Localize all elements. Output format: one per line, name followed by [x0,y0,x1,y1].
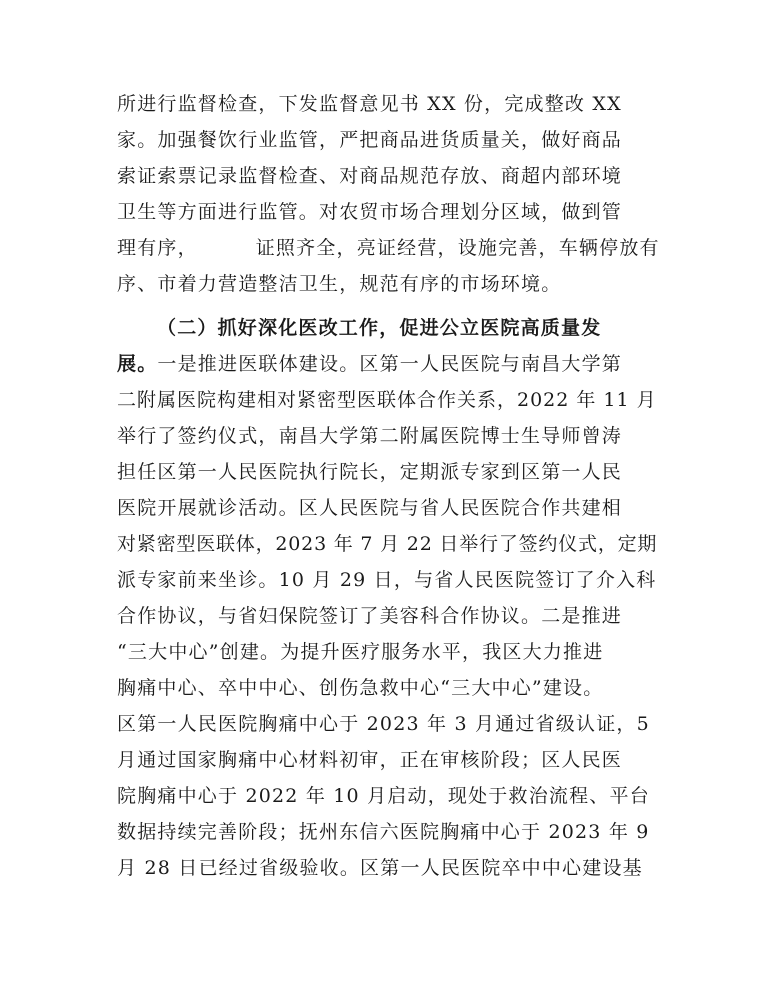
text-line: 院胸痛中心于 2022 年 10 月启动，现处于救治流程、平台 [117,785,650,807]
text-line: 所进行监督检查，下发监督意见书 XX 份，完成整改 XX [117,93,622,115]
text-line: “三大中心”创建。为提升医疗服务水平，我区大力推进 [117,641,604,663]
text-line: 理有序， 证照齐全，亮证经营，设施完善，车辆停放有 [117,237,660,259]
text-line: 举行了签约仪式，南昌大学第二附属医院博士生导师曾涛 [117,425,623,447]
section-heading: （二）抓好深化医改工作，促进公立医院高质量发 [157,317,602,339]
text-line: 索证索票记录监督检查、对商品规范存放、商超内部环境 [117,165,623,187]
text-line: 月通过国家胸痛中心材料初审，正在审核阶段；区人民医 [117,749,623,771]
text-line: 家。加强餐饮行业监管，严把商品进货质量关，做好商品 [117,129,623,151]
text-line: 数据持续完善阶段；抚州东信六医院胸痛中心于 2023 年 9 [117,821,650,843]
text-line: 担任区第一人民医院执行院长，定期派专家到区第一人民 [117,461,623,483]
text-line: 一是推进医联体建设。区第一人民医院与南昌大学第 [157,353,623,375]
text-line: 卫生等方面进行监管。对农贸市场合理划分区域，做到管 [117,201,623,223]
text-line: 区第一人民医院胸痛中心于 2023 年 3 月通过省级认证，5 [117,713,650,735]
text-line: 医院开展就诊活动。区人民医院与省人民医院合作共建相 [117,497,623,519]
text-line: 合作协议，与省妇保院签订了美容科合作协议。二是推进 [117,605,623,627]
text-line: 月 28 日已经过省级验收。区第一人民医院卒中中心建设基 [117,857,643,879]
text-line: 对紧密型医联体，2023 年 7 月 22 日举行了签约仪式，定期 [117,533,658,555]
text-line-mixed [117,346,662,382]
text-line: 胸痛中心、卒中中心、创伤急救中心“三大中心”建设。 [117,677,604,699]
text-line: 序、市着力营造整洁卫生，规范有序的市场环境。 [117,273,562,295]
section-heading-tail: 展。 [117,353,158,375]
text-line: 二附属医院构建相对紧密型医联体合作关系，2022 年 11 月 [117,389,657,411]
text-line: 派专家前来坐诊。10 月 29 日，与省人民医院签订了介入科 [117,569,657,591]
